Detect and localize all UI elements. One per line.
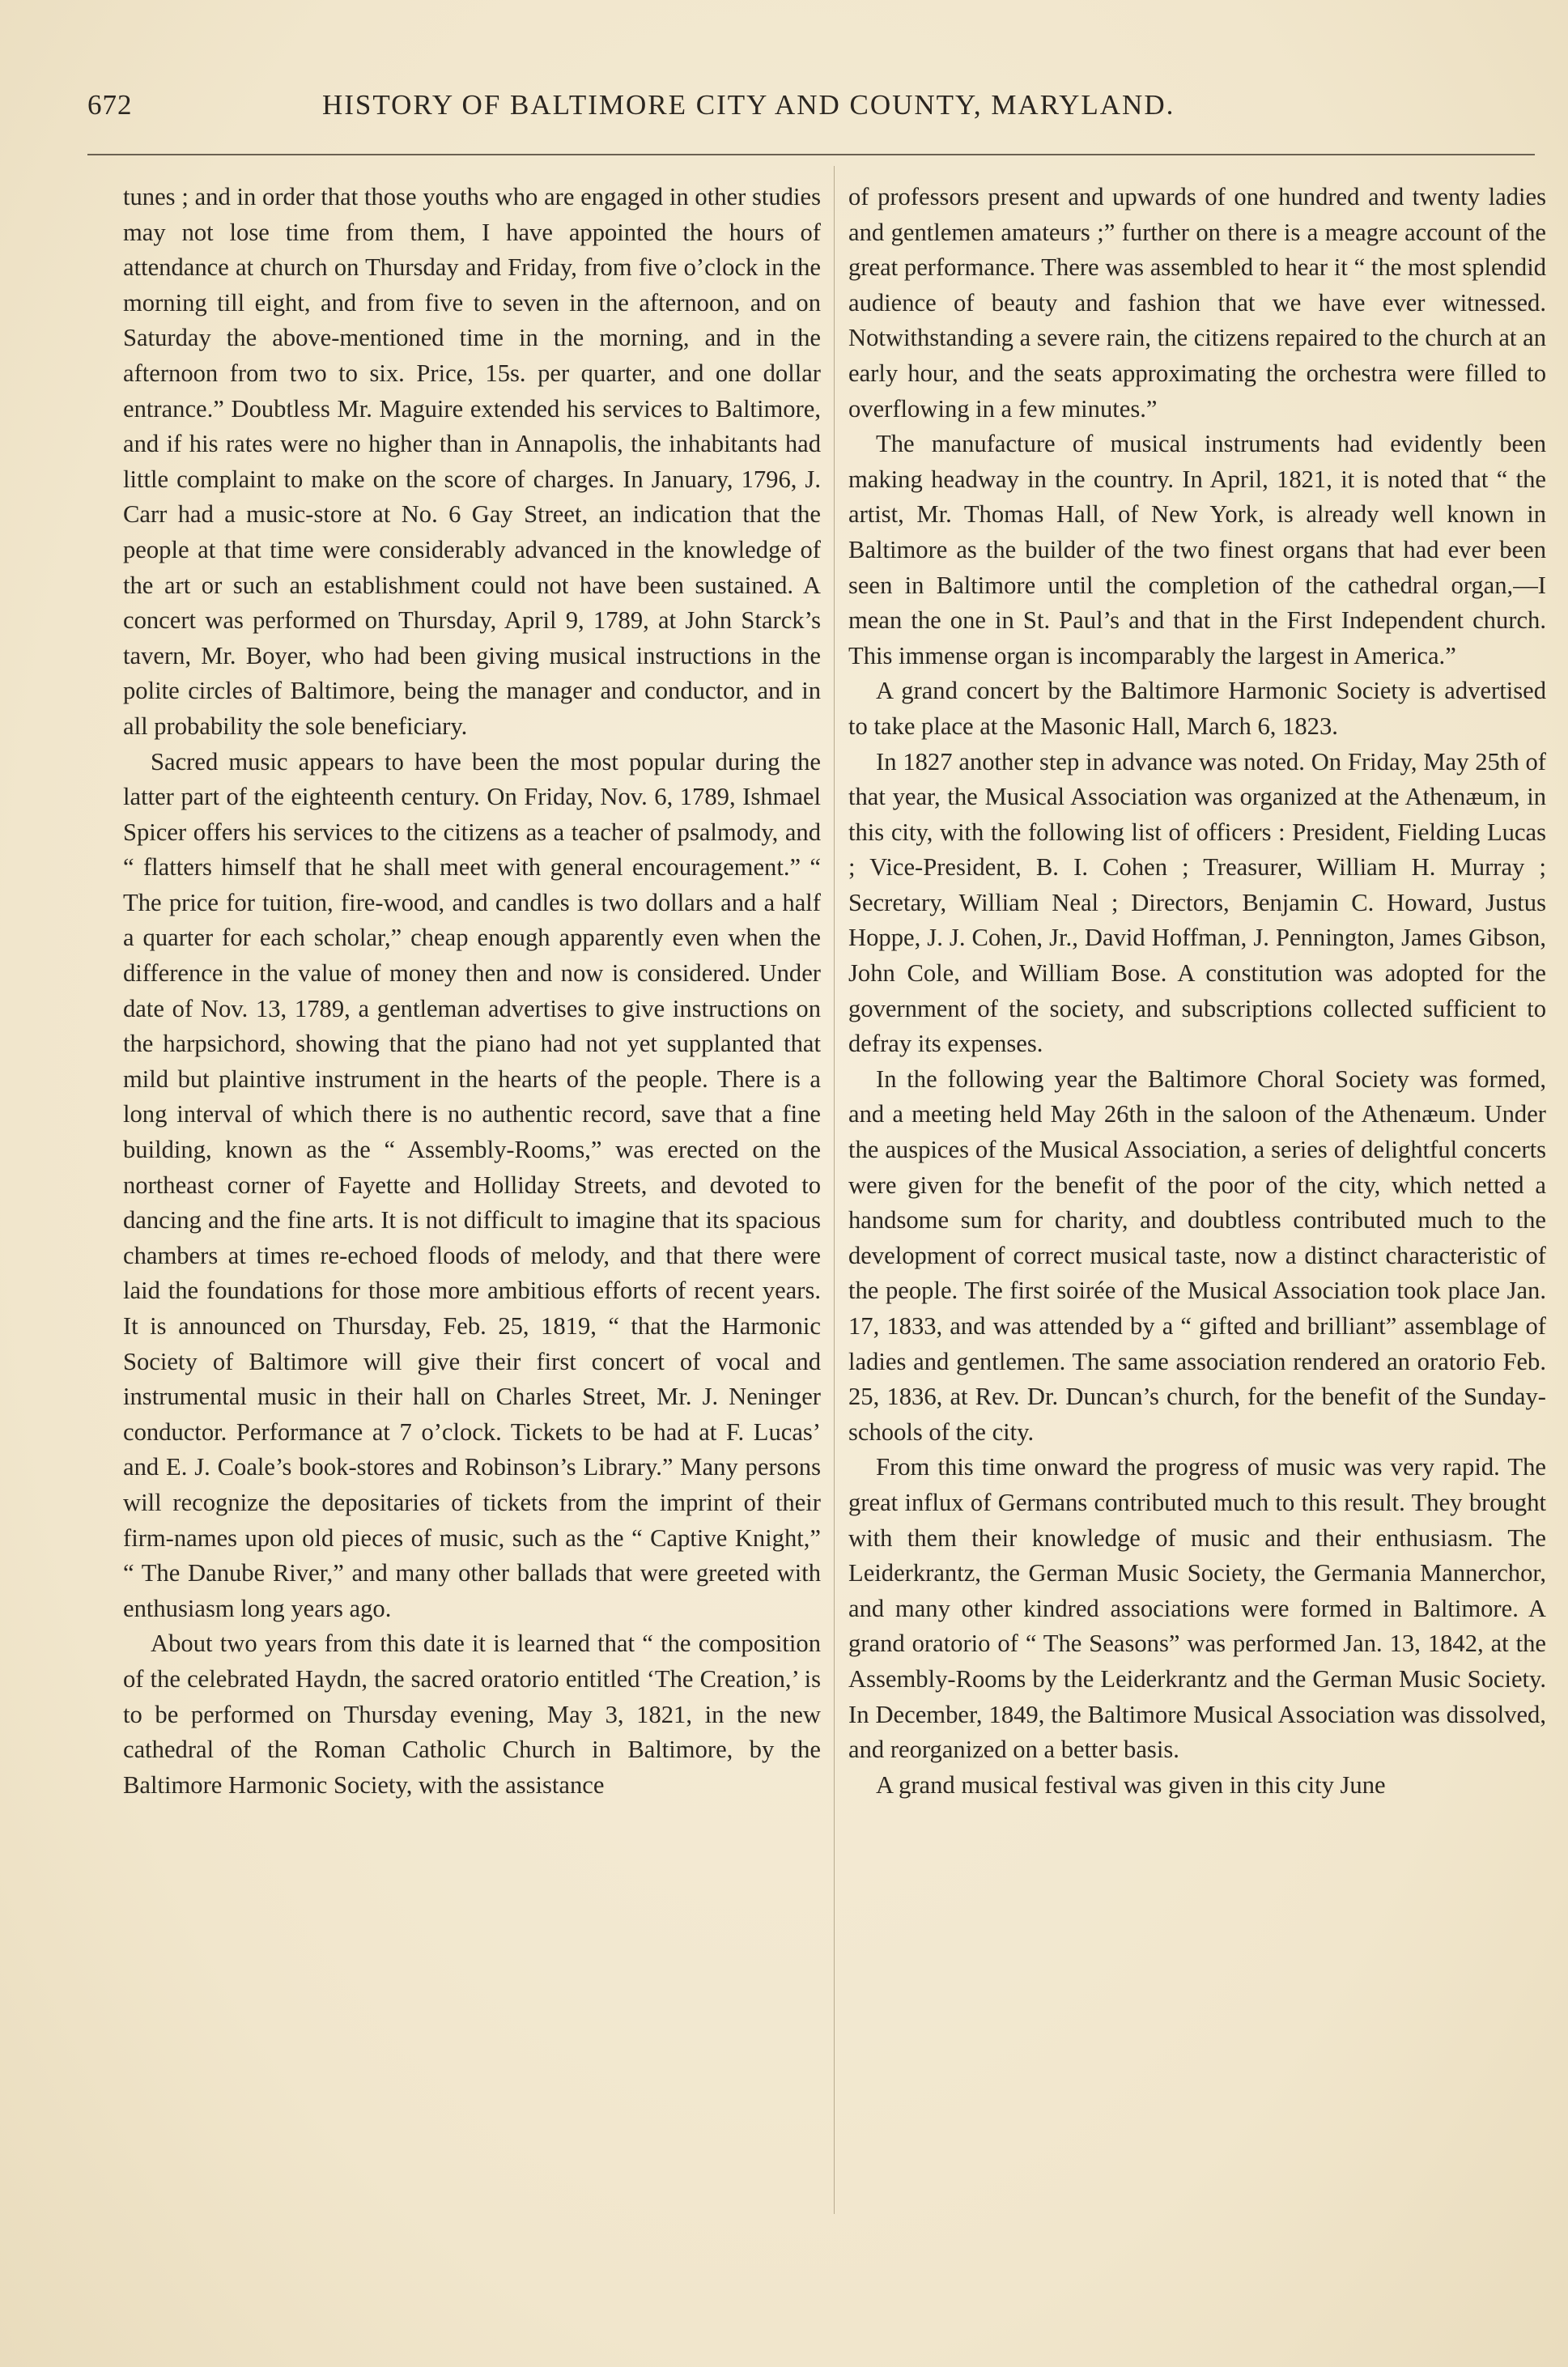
running-title: HISTORY OF BALTIMORE CITY AND COUNTY, MARYLAND.: [322, 89, 1175, 121]
paragraph: About two years from this date it is learned that “ the composition of the celebrated Haydn, the sacred oratorio entitled ‘The Creation,’ is to be performed on Thursday evening, May 3, 1821, in the new cathedral of the Roman Catholic Church in Baltimore, by the Baltimore Harmonic Society, with the assistance: [123, 1630, 821, 1799]
paragraph: Sacred music appears to have been the most popular during the latter part of the eighteenth century. On Friday, Nov. 6, 1789, Ishmael Spicer offers his services to the citizens as a teacher of psalmody, and “ flatters himself that he shall meet with general encouragement.” “ The price for tuition, fire-wood, and candles is two dollars and a half a quarter for each scholar,” cheap enough apparently even when the difference in the value of money then and now is considered. Under date of Nov. 13, 1789, a gentleman advertises to give instructions on the harpsichord, showing that the piano had not yet supplanted that mild but plaintive instrument in the hearts of the people. There is a long interval of which there is no authentic record, save that a fine building, known as the “ Assembly-Rooms,” was erected on the northeast corner of Fayette and Holliday Streets, and devoted to dancing and the fine arts. It is not difficult to imagine that its spacious chambers at times re-echoed floods of melody, and that there were laid the foundations for those more ambitious efforts of recent years. It is announced on Thursday, Feb. 25, 1819, “ that the Harmonic Society of Baltimore will give their first concert of vocal and instrumental music in their hall on Charles Street, Mr. J. Neninger conductor. Performance at 7 o’clock. Tickets to be had at F. Lucas’ and E. J. Coale’s book-stores and Robinson’s Library.” Many persons will recognize the depositaries of tickets from the imprint of their firm-names upon old pieces of music, such as the “ Captive Knight,” “ The Danube River,” and many other ballads that were greeted with enthusiasm long years ago.: [123, 747, 821, 1622]
paragraph: The manufacture of musical instruments had evidently been making headway in the country. In April, 1821, it is noted that “ the artist, Mr. Thomas Hall, of New York, is already well known in Baltimore as the builder of the two finest organs that had ever been seen in Baltimore until the completion of the cathedral organ,—I mean the one in St. Paul’s and that in the First Independent church. This immense organ is incomparably the largest in America.”: [848, 430, 1546, 669]
column-divider: [834, 166, 835, 2214]
left-column: [123, 180, 821, 1803]
header-rule: [87, 154, 1535, 155]
right-column: [848, 180, 1546, 1803]
paragraph: In the following year the Baltimore Choral Society was formed, and a meeting held May 26th in the saloon of the Athenæum. Under the auspices of the Musical Association, a series of delightful concerts were given for the benefit of the poor of the city, which netted a handsome sum for charity, and doubtless contributed much to the development of correct musical taste, now a distinct characteristic of the people. The first soirée of the Musical Association took place Jan. 17, 1833, and was attended by a “ gifted and brilliant” assemblage of ladies and gentlemen. The same association rendered an oratorio Feb. 25, 1836, at Rev. Dr. Duncan’s church, for the benefit of the Sunday-schools of the city.: [848, 1065, 1546, 1446]
page-number: 672: [87, 89, 133, 121]
paragraph: A grand concert by the Baltimore Harmonic Society is advertised to take place at the Masonic Hall, March 6, 1823.: [848, 677, 1546, 740]
paragraph: From this time onward the progress of music was very rapid. The great influx of Germans contributed much to this result. They brought with them their knowledge of music and their enthusiasm. The Leiderkrantz, the German Music Society, the Germania Mannerchor, and many other kindred associations were formed in Baltimore. A grand oratorio of “ The Seasons” was performed Jan. 13, 1842, at the Assembly-Rooms by the Leiderkrantz and the German Music Society. In December, 1849, the Baltimore Musical Association was dissolved, and reorganized on a better basis.: [848, 1453, 1546, 1764]
paragraph: of professors present and upwards of one hundred and twenty ladies and gentlemen amateurs ;” further on there is a meagre account of the great performance. There was assembled to hear it “ the most splendid audience of beauty and fashion that we have ever witnessed. Notwithstanding a severe rain, the citizens repaired to the church at an early hour, and the seats approximating the orchestra were filled to overflowing in a few minutes.”: [848, 183, 1546, 423]
paragraph: A grand musical festival was given in this city June: [876, 1770, 1386, 1799]
page-header: [87, 89, 1535, 138]
paragraph: tunes ; and in order that those youths who are engaged in other studies may not lose time from them, I have appointed the hours of attendance at church on Thursday and Friday, from five o’clock in the morning till eight, and from five to seven in the afternoon, and on Saturday the above-mentioned time in the morning, and in the afternoon from two to six. Price, 15s. per quarter, and one dollar entrance.” Doubtless Mr. Maguire extended his services to Baltimore, and if his rates were no higher than in Annapolis, the inhabitants had little complaint to make on the score of charges. In January, 1796, J. Carr had a music-store at No. 6 Gay Street, an indication that the people at that time were considerably advanced in the knowledge of the art or such an establishment could not have been sustained. A concert was performed on Thursday, April 9, 1789, at John Starck’s tavern, Mr. Boyer, who had been giving musical instructions in the polite circles of Baltimore, being the manager and conductor, and in all probability the sole beneficiary.: [123, 183, 821, 740]
paragraph: In 1827 another step in advance was noted. On Friday, May 25th of that year, the Musical Association was organized at the Athenæum, in this city, with the following list of officers : President, Fielding Lucas ; Vice-President, B. I. Cohen ; Treasurer, William H. Murray ; Secretary, William Neal ; Directors, Benjamin C. Howard, Justus Hoppe, J. J. Cohen, Jr., David Hoffman, J. Pennington, James Gibson, John Cole, and William Bose. A constitution was adopted for the government of the society, and subscriptions collected sufficient to defray its expenses.: [848, 747, 1546, 1058]
